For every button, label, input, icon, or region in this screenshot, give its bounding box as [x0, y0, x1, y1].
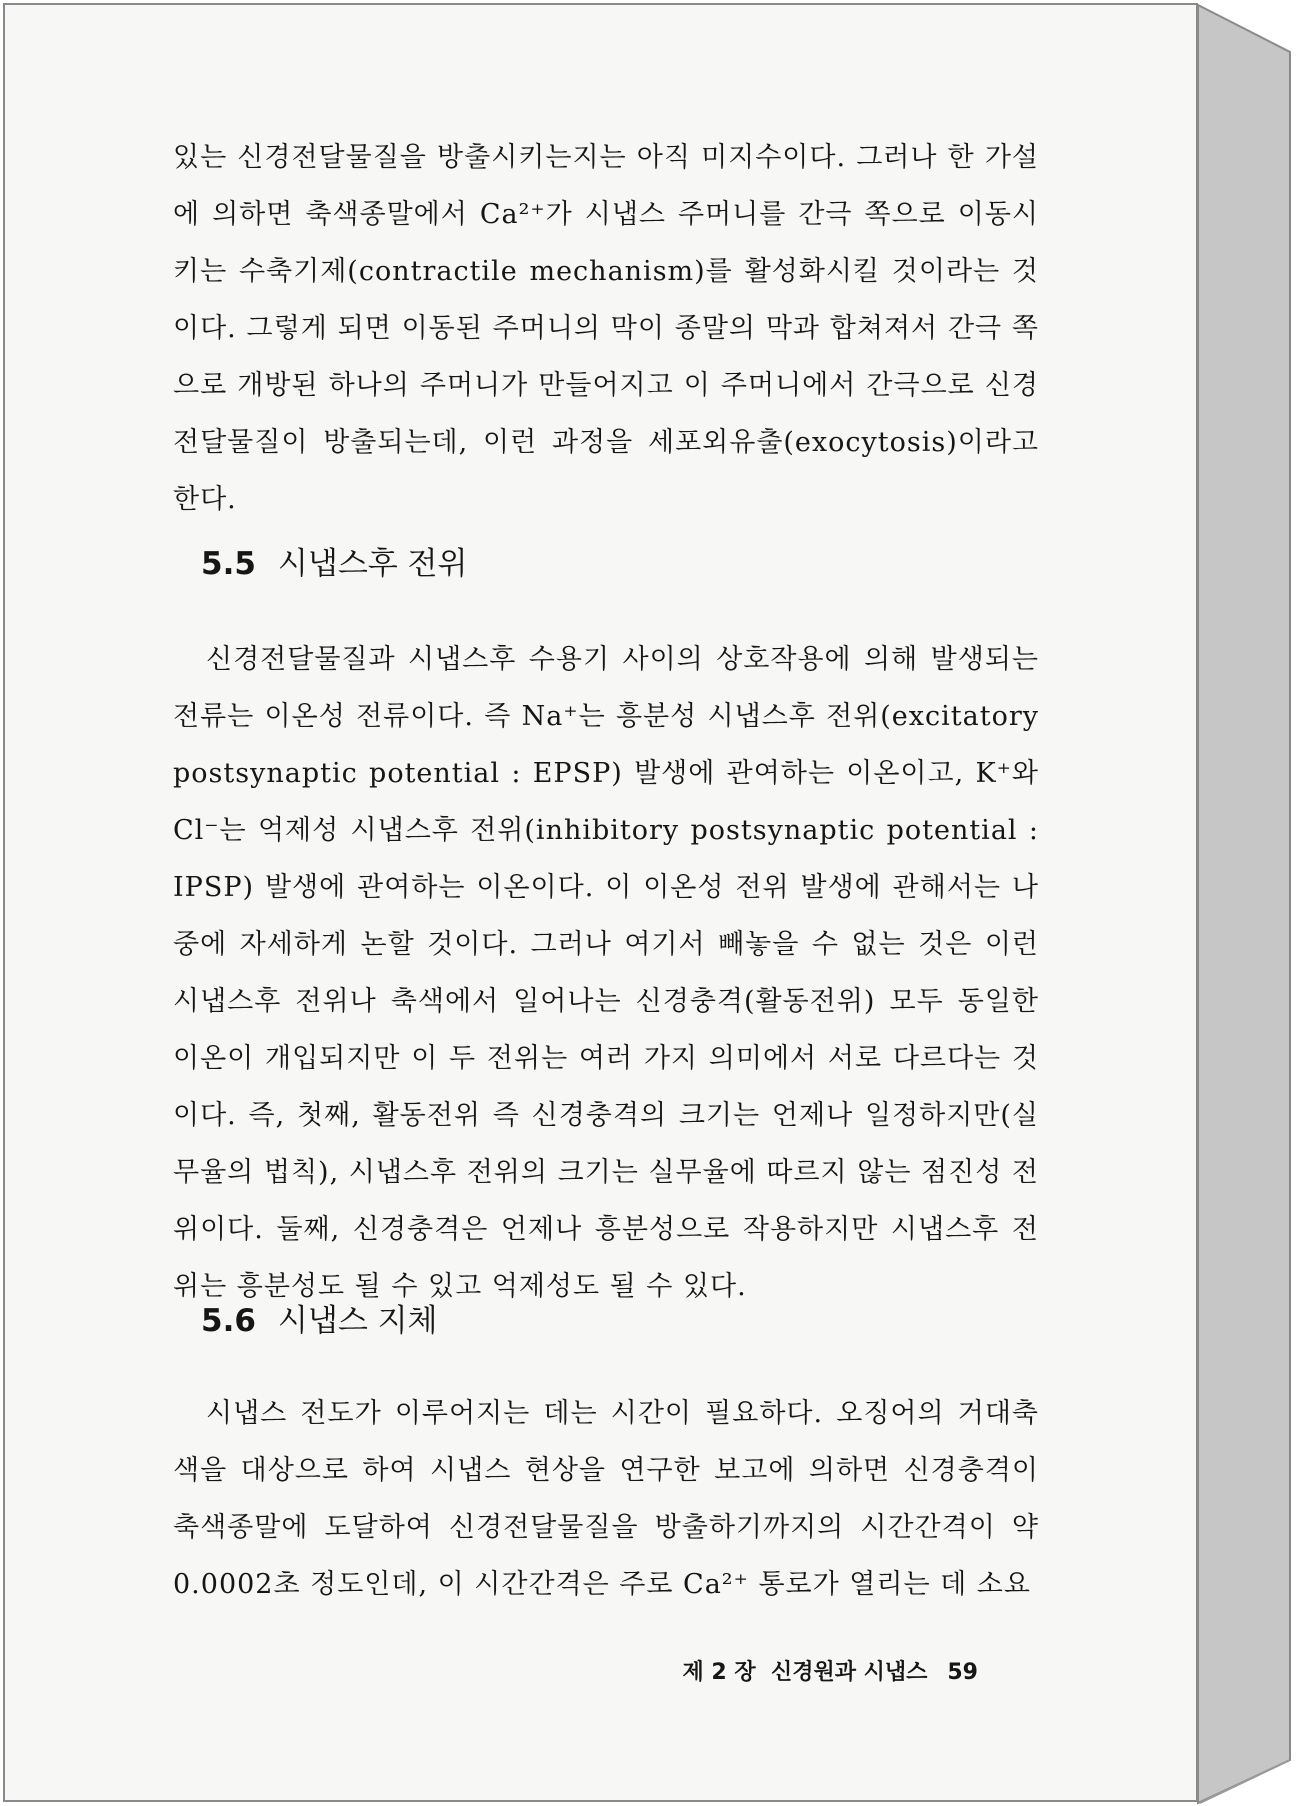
- section-title: 시냅스 지체: [277, 1303, 438, 1339]
- paragraph-3: 시냅스 전도가 이루어지는 데는 시간이 필요하다. 오징어의 거대축색을 대상으로 하여 시냅스 현상을 연구한 보고에 의하면 신경충격이 축색종말에 도달하여 신경전달물질을 방출하기까지의 시간간격이 약 0.0002초 정도인데, 이 시간간격은 주로 Ca²⁺ 통로가 열리는 데 소요: [173, 1398, 1039, 1600]
- section-number: 5.6: [201, 1303, 256, 1339]
- footer-chapter: 제 2 장 신경원과 시냅스: [682, 1660, 928, 1685]
- paragraph-2: 신경전달물질과 시냅스후 수용기 사이의 상호작용에 의해 발생되는 전류는 이온성 전류이다. 즉 Na⁺는 흥분성 시냅스후 전위(excitatory postsynaptic potential : EPSP) 발생에 관여하는 이온이고, K⁺와 Cl⁻는 억제성 시냅스후 전위(inhibitory postsynaptic potential : IPSP) 발생에 관여하는 이온이다. 이 이온성 전위 발생에 관해서는 나중에 자세하게 논할 것이다. 그러나 여기서 빼놓을 수 없는 것은 이런 시냅스후 전위나 축색에서 일어나는 신경충격(활동전위) 모두 동일한 이온이 개입되지만 이 두 전위는 여러 가지 의미에서 서로 다르다는 것이다. 즉, 첫째, 활동전위 즉 신경충격의 크기는 언제나 일정하지만(실무율의 법칙), 시냅스후 전위의 크기는 실무율에 따르지 않는 점진성 전위이다. 둘째, 신경충격은 언제나 흥분성으로 작용하지만 시냅스후 전위는 흥분성도 될 수 있고 억제성도 될 수 있다.: [173, 644, 1039, 1302]
- running-footer: [683, 1655, 979, 1686]
- section-heading-5-6: [201, 1295, 438, 1340]
- section-heading-5-5: [201, 538, 467, 583]
- page-number: 59: [947, 1660, 978, 1685]
- paragraph-1: 있는 신경전달물질을 방출시키는지는 아직 미지수이다. 그러나 한 가설에 의하면 축색종말에서 Ca²⁺가 시냅스 주머니를 간극 쪽으로 이동시키는 수축기제(contractile mechanism)를 활성화시킬 것이라는 것이다. 그렇게 되면 이동된 주머니의 막이 종말의 막과 합쳐져서 간극 쪽으로 개방된 하나의 주머니가 만들어지고 이 주머니에서 간극으로 신경전달물질이 방출되는데, 이런 과정을 세포외유출(exocytosis)이라고 한다.: [173, 142, 1039, 515]
- book-side-face: [1198, 5, 1290, 1803]
- section-title: 시냅스후 전위: [277, 546, 468, 582]
- section-number: 5.5: [201, 546, 256, 582]
- page: [3, 3, 1198, 1802]
